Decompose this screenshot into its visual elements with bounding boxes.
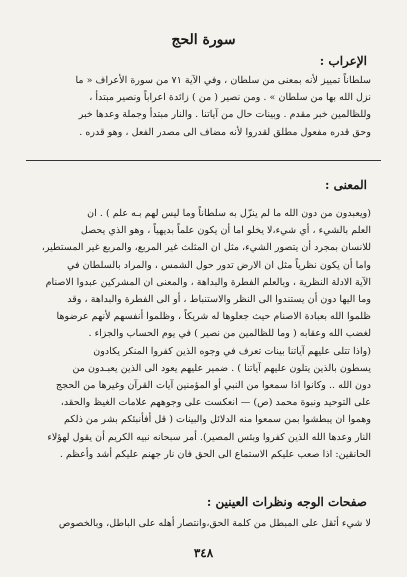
section-divider	[26, 160, 381, 161]
text-line: وما اليها دون أن يستندوا الى النظر والاستنباط ، أو الى الفطرة والبداهة ، وقد	[67, 294, 371, 306]
text-line: (ويعبدون من دون الله ما لم ينزّل به سلطاناً وما ليس لهم بـه علم ) . ان	[87, 208, 371, 219]
page-title: سورة الحج	[171, 32, 236, 48]
text-line: واما أن يكون نظرياً مثل ان الارض تدور حول الشمس ، والمراد بالسلطان في	[66, 259, 371, 271]
text-line: دون الله .. وكانوا اذا سمعوا من النبي أو المؤمنين آيات القرآن وغيرها من الحجج	[55, 380, 371, 392]
text-line: على التوحيد ونبوة محمد (ص) — انعكست على وجوههم علامات الغيظ والحقد،	[60, 397, 371, 409]
text-line: يسطون بالذين يتلون عليهم آياتنا ) . ضمير عليهم يعود الى الذين يعبـدون من	[72, 362, 371, 374]
text-line: لغضب الله وعقابه ( وما للظالمين من نصير ) في يوم الحساب والجزاء .	[88, 328, 371, 340]
page-number: ٣٤٨	[193, 546, 214, 560]
text-line: للانسان بمجرد أن يتصور الشيء، مثل ان المثلث غير المربع، والمربع غير المستطير،	[41, 242, 371, 254]
paragraph-iraab	[30, 72, 371, 141]
text-line: الآية الادلة النظرية ، وبالعلم الفطرة والبداهة ، والمعنى ان المشركين عبدوا الاصنام	[45, 276, 371, 288]
section-heading-iraab: الإعراب :	[319, 54, 367, 68]
text-line: ظلموا الله بعبادة الاصنام حيث جعلوها له شريكاً ، وظلموا أنفسهم لأنهم عرضوها	[56, 311, 371, 323]
text-line: وهموا ان يبطشوا بمن سمعوا منه الدلائل والبينات ( قل أفأنبئكم بشر من ذلكم	[63, 414, 371, 426]
text-line: نزل الله بها من سلطان » . ومن نصير ( من ) زائدة اعراباً ونصير مبتدأ ،	[89, 92, 371, 104]
text-line: لا شيء أثقل على المبطل من كلمة الحق،وانتصار أهله على الباطل، وبالخصوص	[58, 518, 371, 529]
text-line: وللظالمين خبر مقدم . وبينات حال من آياتنا . والنار مبتدأ وجملة وعدها خبر	[78, 109, 371, 121]
section-heading-safahat: صفحات الوجه ونظرات العينين :	[206, 495, 367, 509]
text-line: وحق قدره مفعول مطلق لقدروا لأنه مضاف الى مصدر الفعل ، وهو قدره .	[79, 126, 371, 138]
text-line: الحانقين: اذا صعب عليكم الاستماع الى الحق فان نار جهنم عليكم أشد وأعظم .	[59, 448, 371, 460]
paragraph-safahat	[30, 515, 371, 532]
section-heading-maana: المعنى :	[325, 178, 367, 192]
text-line: سلطاناً تمييز لأنه بمعنى من سلطان ، وفي الآية ٧١ من سورة الأعراف « ما	[75, 75, 371, 86]
text-line: العلم بالشيء ، أي شيء،لا يخلو اما أن يكون علماً بديهياً ، وهو الذي يحصل	[80, 225, 371, 237]
text-line: النار وعدها الله الذين كفروا وبئس المصير). أمر سبحانه نبيه الكريم أن يقول لهؤلاء	[47, 431, 371, 443]
paragraph-maana	[30, 205, 371, 463]
text-line: (واذا تتلى عليهم آياتنا بينات تعرف في وجوه الذين كفروا المنكر يكادون	[93, 345, 371, 357]
